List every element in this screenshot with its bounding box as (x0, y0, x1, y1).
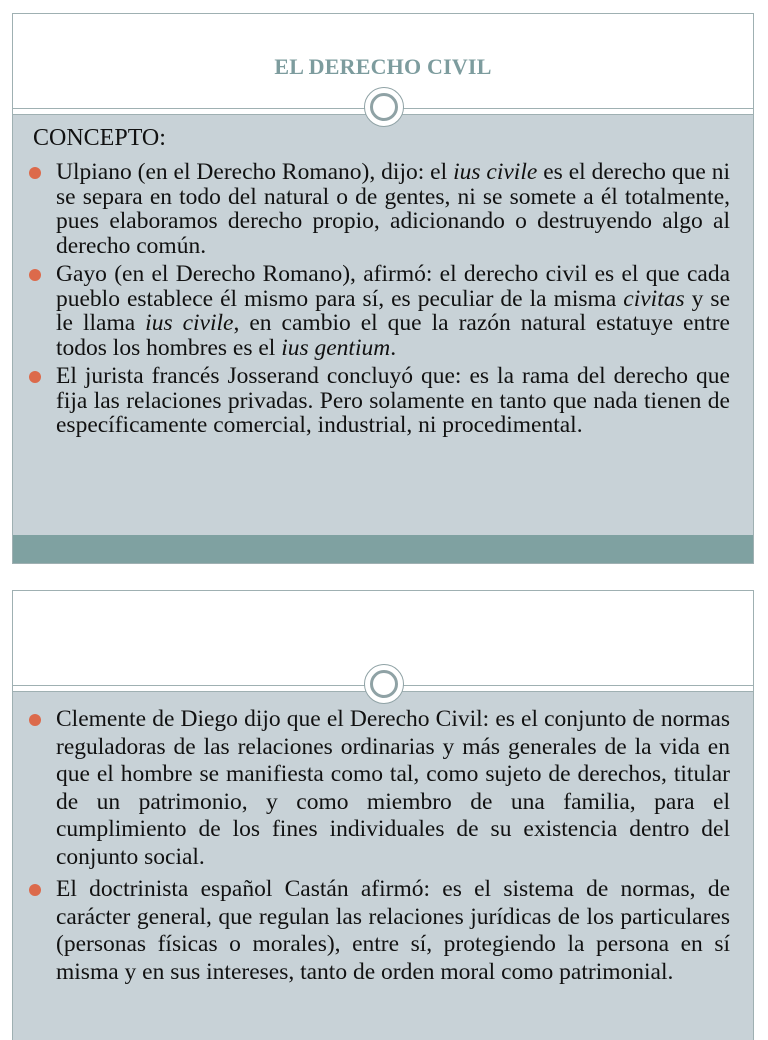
bullet-text: y se le llama (56, 285, 731, 336)
ring-ornament-icon (364, 87, 404, 127)
bullet-dot-icon (29, 269, 41, 281)
italic-term: civitas (623, 285, 685, 312)
slide-1-footer-bar (13, 535, 753, 563)
bullet-text: Ulpiano (en el Derecho Romano), dijo: el (56, 159, 454, 185)
bullet-item (27, 876, 730, 986)
slide-1-title: EL DERECHO CIVIL (274, 54, 492, 79)
ring-ornament-icon (364, 664, 404, 704)
slide-1-content (13, 115, 753, 536)
bullet-dot-icon (29, 167, 41, 179)
slide-1-bullet-list (27, 160, 730, 442)
bullet-text: El doctrinista español Castán afirmó: es el sistema de normas, de carácter general, que regulan las relaciones jurídicas de los particulares (personas físicas o morales), entre sí, protegiendo la persona en sí misma y en sus intereses, tanto de orden moral como patrimonial. (56, 876, 730, 985)
slide-2-content (13, 692, 753, 1040)
bullet-text: es el derecho que ni se separa en todo del natural o de gentes, ni se somete a él totalmente, pues elaboramos derecho propio, adicionando o destruyendo algo al derecho común. (56, 159, 730, 259)
bullet-text: , en cambio el que la razón natural estatuye entre todos los hombres es el (56, 310, 730, 361)
bullet-item (27, 262, 730, 360)
slide-2-bullet-list (27, 706, 730, 991)
slide-2 (12, 590, 754, 1040)
bullet-dot-icon (29, 371, 41, 383)
bullet-item (27, 160, 730, 258)
italic-term: ius civile (453, 159, 538, 185)
bullet-dot-icon (29, 884, 41, 896)
italic-term: ius civile (145, 310, 234, 336)
bullet-text: El jurista francés Josserand concluyó que: es la rama del derecho que fija las relaciones privadas. Pero solamente en tanto que nada tienen de específicamente comercial, industrial, ni procedimental. (56, 363, 730, 438)
bullet-dot-icon (29, 714, 41, 726)
slide-1 (12, 13, 754, 564)
italic-term: ius gentium (281, 334, 391, 361)
bullet-item (27, 364, 730, 438)
bullet-text: Clemente de Diego dijo que el Derecho Civil: es el conjunto de normas reguladoras de las relaciones ordinarias y más generales de la vida en que el hombre se manifiesta como tal, como sujeto de derechos, titular de un patrimonio, y como miembro de una familia, para el cumplimiento de los fines individuales de su existencia dentro del conjunto social. (56, 706, 730, 870)
bullet-text: . (390, 334, 397, 361)
slide-1-heading: CONCEPTO: (33, 125, 166, 151)
bullet-item (27, 706, 730, 871)
bullet-text: Gayo (en el Derecho Romano), afirmó: el derecho civil es el que cada pueblo establece él mismo para sí, es peculiar de la misma (56, 261, 730, 312)
